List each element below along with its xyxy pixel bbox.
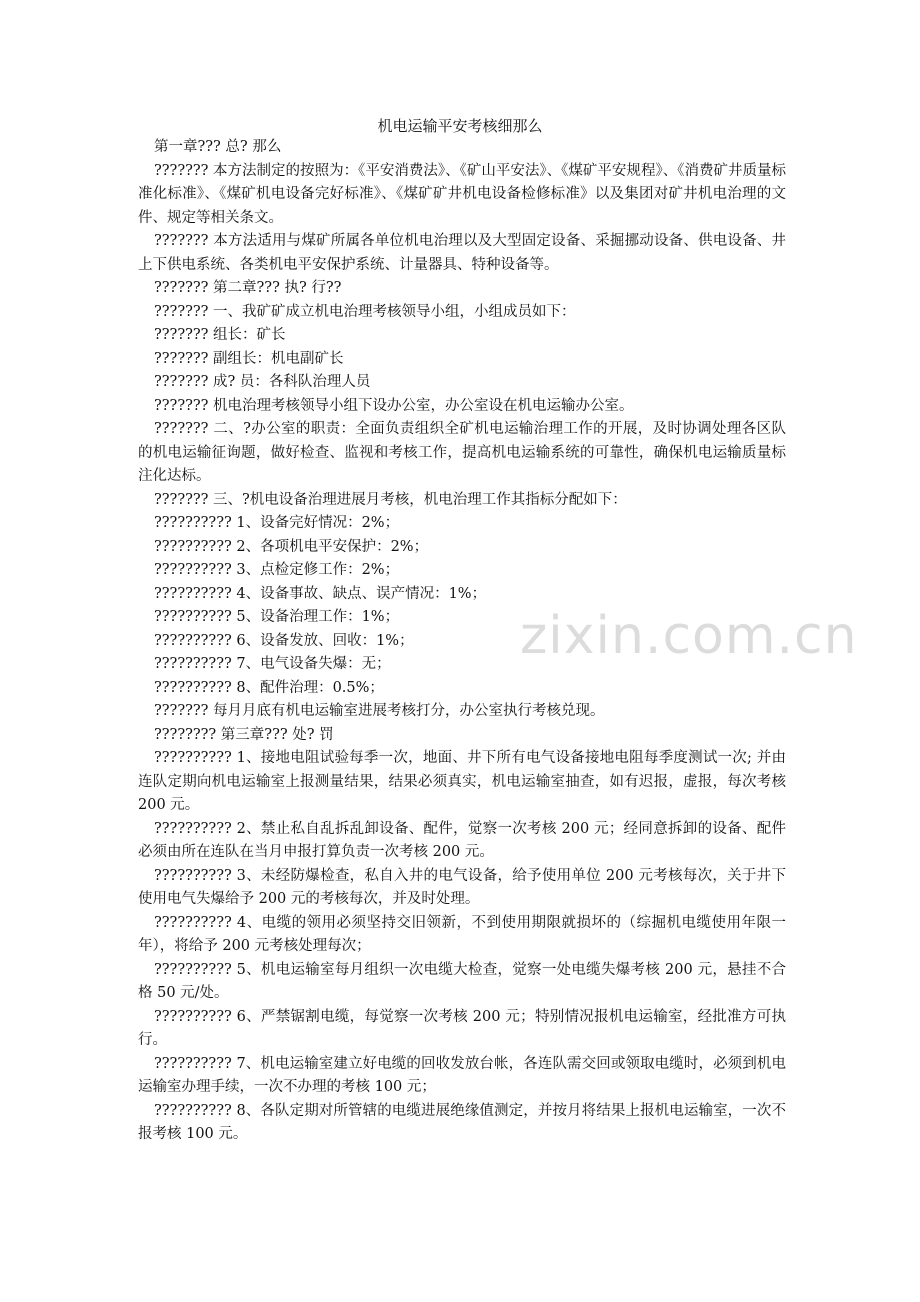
list-item: ?????????? 2、各项机电平安保护：2%； [154, 538, 429, 555]
penalty-item: ?????????? 4、电缆的领用必须坚持交旧领新，不到使用期限就损坏的（综掘机电缆使用年限一年），将给予 200 元考核处理每次； [138, 914, 786, 954]
watermark: zixin.com.cn [520, 606, 858, 666]
list-item: ?????????? 3、点检定修工作：2%； [154, 562, 400, 578]
penalty-item: ?????????? 7、机电运输室建立好电缆的回收发放台帐，各连队需交回或领取电缆时，必须到机电运输室办理手续，一次不办理的考核 100 元； [138, 1055, 786, 1095]
document-body [138, 136, 786, 1147]
paragraph-members: ??????? 成? 员：各科队治理人员 [154, 374, 371, 390]
list-item: ?????????? 5、设备治理工作：1%； [154, 609, 400, 625]
penalty-item: ?????????? 8、各队定期对所管辖的电缆进展绝缘值测定，并按月将结果上报机电运输室，一次不报考核 100 元。 [138, 1102, 786, 1142]
document-title: 机电运输平安考核细那么 [377, 117, 543, 135]
list-item: ?????????? 1、设备完好情况：2%； [154, 515, 400, 531]
paragraph-scope: ??????? 本方法适用与煤矿所属各单位机电治理以及大型固定设备、采掘挪动设备、供电设备、井上下供电系统、各类机电平安保护系统、计量器具、特种设备等。 [138, 233, 786, 273]
paragraph-deputy-leader: ??????? 副组长：机电副矿长 [154, 350, 344, 367]
paragraph-group-leader: ??????? 组长：矿长 [154, 327, 286, 343]
list-item: ?????????? 4、设备事故、缺点、误产情况：1%； [154, 585, 487, 602]
paragraph-monthly-scoring: ??????? 每月月底有机电运输室进展考核打分，办公室执行考核兑现。 [154, 703, 605, 719]
paragraph-office: ??????? 机电治理考核领导小组下设办公室，办公室设在机电运输办公室。 [154, 397, 634, 414]
penalty-item: ?????????? 1、接地电阻试验每季一次，地面、井下所有电气设备接地电阻每季度测试一次; 并由连队定期向机电运输室上报测量结果，结果必须真实，机电运输室抽查，如有迟报，虚报，每次考核 200 元。 [138, 750, 786, 813]
paragraph-monthly-assessment: ??????? 三、?机电设备治理进展月考核，机电治理工作其指标分配如下： [154, 491, 627, 508]
paragraph-chapter-3-heading: ???????? 第三章??? 处? 罚 [154, 726, 334, 743]
paragraph-chapter-1-heading: 第一章??? 总? 那么 [154, 139, 282, 155]
penalty-item: ?????????? 3、未经防爆检查，私自入井的电气设备，给予使用单位 200 元考核每次，关于井下使用电气失爆给予 200 元的考核每次，并及时处理。 [138, 867, 786, 907]
paragraph-leading-group: ??????? 一、我矿矿成立机电治理考核领导小组，小组成员如下： [154, 303, 576, 320]
penalty-item: ?????????? 6、严禁锯割电缆，每觉察一次考核 200 元；特别情况报机电运输室，经批准方可执行。 [138, 1008, 786, 1048]
paragraph-basis: ??????? 本方法制定的按照为：《平安消费法》、《矿山平安法》、《煤矿平安规程》、《消费矿井质量标准化标准》、《煤矿机电设备完好标准》、《煤矿矿井机电设备检修标准》以及集团对矿井机电治理的文件、规定等相关条文。 [138, 162, 786, 226]
penalty-item: ?????????? 5、机电运输室每月组织一次电缆大检查，觉察一处电缆失爆考核 200 元，悬挂不合格 50 元/处。 [138, 961, 786, 1001]
list-item: ?????????? 7、电气设备失爆：无； [154, 656, 391, 672]
penalty-item: ?????????? 2、禁止私自乱拆乱卸设备、配件，觉察一次考核 200 元；经同意拆卸的设备、配件必须由所在连队在当月申报打算负责一次考核 200 元。 [138, 820, 786, 860]
paragraph-office-duties: ??????? 二、?办公室的职责：全面负责组织全矿机电运输治理工作的开展，及时协调处理各区队的机电运输征询题，做好检查、监视和考核工作，提高机电运输系统的可靠性，确保机电运输质量标注化达标。 [138, 421, 786, 484]
list-item: ?????????? 6、设备发放、回收：1%； [154, 632, 414, 649]
paragraph-chapter-2-heading: ??????? 第二章??? 执? 行?? [154, 280, 342, 296]
list-item: ?????????? 8、配件治理：0.5%； [154, 679, 384, 696]
